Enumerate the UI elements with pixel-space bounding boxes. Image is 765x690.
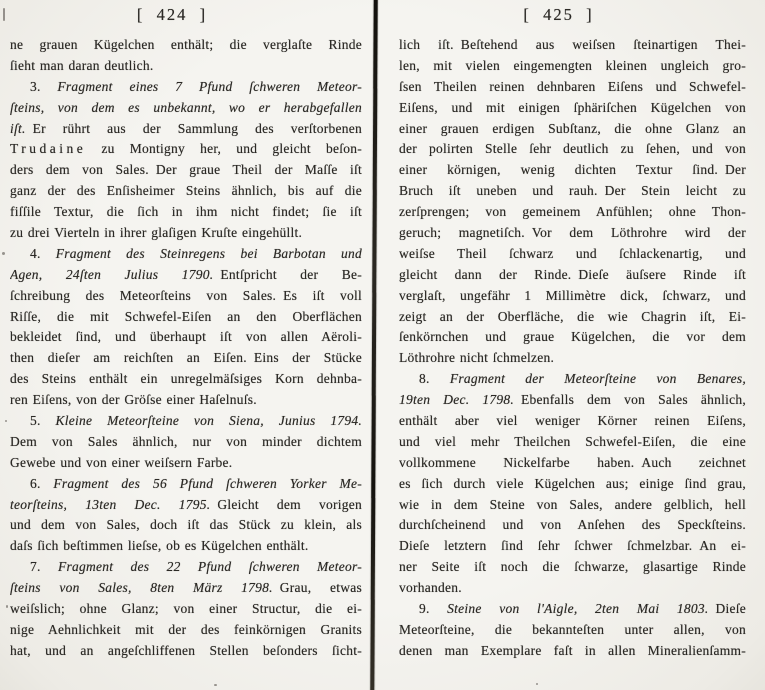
text-line: bekleidet ſind, und überhaupt iſt von allen Aëroli- [10,329,362,345]
text-line: 7. Fragment des 22 Pfund ſchweren Meteor- [30,559,362,575]
scan-speck [6,605,8,608]
scan-speck [5,420,7,422]
text-line: zu drei Vierteln in ihrer glaſigen Kruſte eingehüllt. [10,225,303,241]
text-column-left [10,35,362,662]
text-line: Agen, 24ſten Julius 1790. Entſpricht der Be- [10,266,362,282]
text-line: Bruch iſt uneben und rauh. Der Stein leicht zu [399,183,746,199]
text-line: len, mit vielen eingemengten kleinen ungleich gro- [399,57,746,73]
text-line: durchſcheinend und von Anſehen des Speckſteins. [399,517,746,533]
text-line: 9. Steine von l'Aigle, 2ten Mai 1803. Dieſe [419,601,746,617]
text-line: 6. Fragment des 56 Pfund ſchweren Yorker Me- [30,475,362,491]
text-line: vollkommene Nickelfarbe haben. Auch zeichnet [399,454,746,470]
scan-speck [3,8,5,21]
text-line: nige Aehnlichkeit mit der des feinkörnigen Granits [10,621,362,637]
text-line: verglaſt, ungefähr 1 Millimètre dick, ſchwarz, und [399,287,746,303]
text-line: Riſſe, die mit Schwefel-Eiſen an den Oberflächen [10,308,362,324]
text-line: einer grauen erdigen Subſtanz, die ohne Glanz an [399,120,746,136]
scan-speck [2,252,5,255]
text-line: enthält aber viel weniger Körner reinen Eiſens, [399,413,746,429]
text-line: ne grauen Kügelchen enthält; die verglaſte Rinde [10,37,362,52]
text-line: ſsen Theilen reinen dehnbaren Eiſens und Schwefel- [399,78,746,94]
text-line: weiſslich; ohne Glanz; von einer Structur, die ei- [10,601,362,617]
text-line: wie in dem Steine von Sales, andere gelblich, hell [399,496,746,512]
text-line: Dem von Sales ähnlich, nur von minder dichtem [10,433,362,449]
text-line: es ſich durch viele Kügelchen aus; einige ſind grau, [399,475,746,491]
text-line: 8. Fragment der Meteorſteine von Benares, [419,371,746,387]
page-header-424: [ 424 ] [136,5,208,24]
text-line: vorhanden. [399,580,462,596]
text-line: und viel mehr Theilchen Schwefel-Eiſen, die eine [399,433,746,449]
page-gutter-line [370,0,377,690]
text-line: geruch; magnetiſch. Vor dem Löthrohre wird der [399,225,746,241]
text-line: weiſse Theil ſchwarz und ſchlackenartig, und [399,245,746,261]
text-line: hat, und an angeſchliffenen Stellen beſonders ſicht- [10,642,362,658]
text-line: zerſprengen; von gemeinem Anfühlen; ohne Thon- [399,204,746,220]
text-line: gleicht dann der Rinde. Dieſe äuſsere Rinde iſt [399,266,746,282]
text-line: einer körnigen, wenig dichten Textur ſind. Der [399,162,746,178]
text-line: Gewebe und von einer weiſsern Farbe. [10,454,233,470]
text-line: ſieht man daran deutlich. [10,57,154,73]
text-line: ren Eiſens, von der Gröſse einer Haſelnuſs. [10,392,257,408]
text-line: 19ten Dec. 1798. Ebenfalls dem von Sales ähnlich, [399,392,746,408]
text-line: 4. Fragment des Steinregens bei Barbotan und [30,245,362,261]
text-line: 5. Kleine Meteorſteine von Siena, Junius 1794. [30,413,362,429]
scan-speck [214,684,217,686]
text-line: daſs ſich beſtimmen lieſse, ob es Kügelchen enthält. [10,538,309,554]
text-line: Trudaine zu Montigny her, und gleicht beſon- [10,141,362,157]
text-line: ſteins von Sales, 8ten März 1798. Grau, etwas [10,580,362,596]
text-line: teorſteins, 13ten Dec. 1795. Gleicht dem vorigen [10,496,362,512]
text-line: ner Seite iſt noch die ſchwarze, glasartige Rinde [399,559,746,575]
text-line: zeigt an der Oberfläche, die wie Chagrin iſt, Ei- [399,308,746,324]
text-line: iſt. Er rührt aus der Sammlung des verſtorbenen [10,120,362,136]
text-line: Eiſens, und mit einigen ſphäriſchen Kügelchen von [399,99,746,115]
text-line: ſchreibung des Meteorſteins von Sales. Es iſt voll [10,287,362,303]
text-line: und dem von Sales, doch iſt das Stück zu klein, als [10,517,362,533]
text-line: ganz der des Enſisheimer Steins ähnlich, bis auf die [10,183,362,199]
text-column-right [399,35,746,662]
text-line: 3. Fragment eines 7 Pfund ſchweren Meteor- [30,78,362,94]
text-line: Meteorſteine, die bekannteſten unter allen, von [399,621,746,637]
text-line: der polirten Stelle ſehr deutlich zu ſehen, und von [399,141,746,157]
text-line: ſenkörnchen und graue Kügelchen, die vor dem [399,329,746,345]
text-line: fiſſile Textur, die ſich in ihm nicht findet; ſie iſt [10,204,362,220]
text-line: des Steins enthält ein unregelmäſsiges Korn dehnba- [10,371,362,387]
page-header-425: [ 425 ] [523,5,594,24]
scan-speck [536,683,538,685]
text-line: Löthrohre nicht ſchmelzen. [399,350,555,366]
text-line: then dieſer am reichſten an Eiſen. Eins der Stücke [10,350,362,366]
text-line: ſteins, von dem es unbekannt, wo er herabgefallen [10,99,362,115]
text-line: lich iſt. Beſtehend aus weiſsen ſteinartigen Thei- [399,37,746,52]
text-line: Dieſe letztern ſind ſehr ſchwer ſchmelzbar. An ei- [399,538,746,554]
text-line: denen man Exemplare faſt in allen Mineralienſamm- [399,642,746,658]
text-line: ders dem von Sales. Der graue Theil der Maſſe iſt [10,162,362,178]
